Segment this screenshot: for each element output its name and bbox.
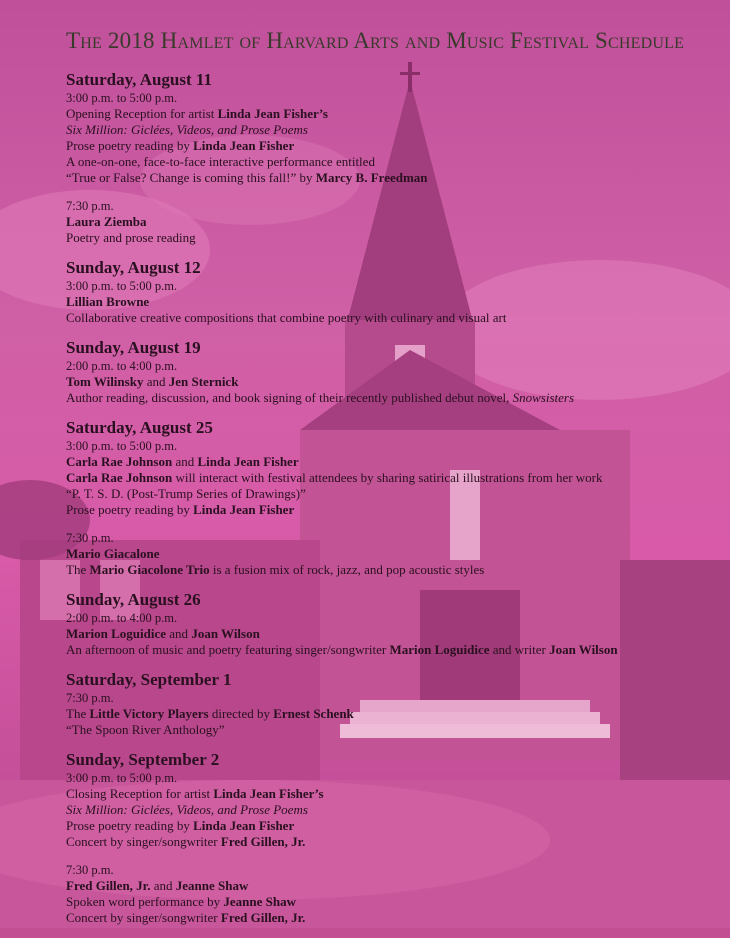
schedule-event: [66, 770, 716, 850]
day-heading: Saturday, August 25: [66, 418, 213, 437]
schedule-day: [66, 418, 716, 578]
event-time: 7:30 p.m.: [66, 531, 114, 545]
performer-name: Mario Giacalone: [66, 546, 160, 561]
performer-name: Joan Wilson: [549, 642, 618, 657]
description-text: and: [143, 374, 169, 389]
schedule-event: [66, 198, 716, 246]
schedule-day: [66, 670, 716, 738]
description-text: “P. T. S. D. (Post-Trump Series of Drawings)”: [66, 486, 306, 501]
performer-name: Lillian Browne: [66, 294, 150, 309]
event-description-line: [66, 502, 716, 518]
performer-name: Fred Gillen, Jr.: [66, 878, 151, 893]
event-description-line: [66, 390, 716, 406]
description-text: will interact with festival attendees by sharing satirical illustrations from her work: [172, 470, 603, 485]
event-description-line: [66, 562, 716, 578]
description-text: Concert by singer/songwriter: [66, 910, 221, 925]
day-heading: Saturday, August 11: [66, 70, 212, 89]
event-time: 2:00 p.m. to 4:00 p.m.: [66, 611, 178, 625]
event-description-line: [66, 230, 716, 246]
description-text: A one-on-one, face-to-face interactive performance entitled: [66, 154, 375, 169]
performer-name: Jeanne Shaw: [223, 894, 297, 909]
performer-name: Linda Jean Fisher: [193, 818, 295, 833]
description-text: Prose poetry reading by: [66, 502, 194, 517]
performer-name: Linda Jean Fisher’s: [213, 786, 324, 801]
performer-name: Carla Rae Johnson: [66, 470, 173, 485]
event-description-line: [66, 834, 716, 850]
day-heading: Saturday, September 1: [66, 670, 232, 689]
schedule-event: [66, 690, 716, 738]
description-text: and: [166, 626, 192, 641]
event-description-line: [66, 894, 716, 910]
schedule-event: [66, 438, 716, 518]
description-text: “True or False? Change is coming this fall!” by: [66, 170, 316, 185]
description-text: An afternoon of music and poetry featuring singer/songwriter: [66, 642, 390, 657]
event-description-line: [66, 294, 716, 310]
event-description-line: [66, 454, 716, 470]
event-description-line: [66, 122, 716, 138]
event-time: 2:00 p.m. to 4:00 p.m.: [66, 359, 178, 373]
page-title: The 2018 Hamlet of Harvard Arts and Music Festival Schedule: [66, 28, 685, 53]
event-description-line: [66, 802, 716, 818]
event-description-line: [66, 546, 716, 562]
event-description-line: [66, 214, 716, 230]
performer-name: Linda Jean Fisher’s: [217, 106, 328, 121]
schedule-day: [66, 70, 716, 246]
event-time: 7:30 p.m.: [66, 199, 114, 213]
performer-name: Mario Giacolone Trio: [89, 562, 210, 577]
event-description-line: [66, 310, 716, 326]
description-text: “The Spoon River Anthology”: [66, 722, 225, 737]
event-description-line: [66, 910, 716, 926]
performer-name: Joan Wilson: [191, 626, 260, 641]
description-text: Author reading, discussion, and book signing of their recently published debut novel,: [66, 390, 513, 405]
event-time: 7:30 p.m.: [66, 863, 114, 877]
description-text: and: [150, 878, 176, 893]
work-title: Six Million: Giclées, Videos, and Prose Poems: [66, 122, 308, 137]
performer-name: Fred Gillen, Jr.: [220, 910, 306, 925]
description-text: Closing Reception for artist: [66, 786, 214, 801]
event-description-line: [66, 374, 716, 390]
event-time: 7:30 p.m.: [66, 691, 114, 705]
performer-name: Little Victory Players: [89, 706, 209, 721]
schedule-day: [66, 338, 716, 406]
description-text: is a fusion mix of rock, jazz, and pop acoustic styles: [209, 562, 485, 577]
performer-name: Linda Jean Fisher: [193, 502, 295, 517]
event-time: 3:00 p.m. to 5:00 p.m.: [66, 91, 178, 105]
day-heading: Sunday, August 12: [66, 258, 201, 277]
schedule-event: [66, 610, 716, 658]
event-description-line: [66, 706, 716, 722]
description-text: Prose poetry reading by: [66, 138, 194, 153]
performer-name: Jeanne Shaw: [175, 878, 249, 893]
event-description-line: [66, 138, 716, 154]
schedule-day: [66, 258, 716, 326]
festival-schedule: [66, 70, 716, 938]
performer-name: Linda Jean Fisher: [197, 454, 299, 469]
description-text: Spoken word performance by: [66, 894, 224, 909]
event-description-line: [66, 878, 716, 894]
description-text: Collaborative creative compositions that combine poetry with culinary and visual art: [66, 310, 507, 325]
description-text: Opening Reception for artist: [66, 106, 218, 121]
event-description-line: [66, 170, 716, 186]
performer-name: Jen Sternick: [168, 374, 239, 389]
performer-name: Ernest Schenk: [273, 706, 354, 721]
schedule-event: [66, 278, 716, 326]
performer-name: Linda Jean Fisher: [193, 138, 295, 153]
event-description-line: [66, 154, 716, 170]
event-description-line: [66, 106, 716, 122]
description-text: Concert by singer/songwriter: [66, 834, 221, 849]
description-text: Prose poetry reading by: [66, 818, 194, 833]
schedule-event: [66, 90, 716, 186]
schedule-event: [66, 862, 716, 926]
schedule-day: [66, 590, 716, 658]
event-description-line: [66, 818, 716, 834]
performer-name: Fred Gillen, Jr.: [220, 834, 306, 849]
performer-name: Carla Rae Johnson: [66, 454, 173, 469]
schedule-event: [66, 358, 716, 406]
event-description-line: [66, 486, 716, 502]
performer-name: Laura Ziemba: [66, 214, 147, 229]
description-text: and writer: [489, 642, 550, 657]
performer-name: Marcy B. Freedman: [315, 170, 428, 185]
event-time: 3:00 p.m. to 5:00 p.m.: [66, 771, 178, 785]
day-heading: Sunday, September 2: [66, 750, 220, 769]
work-title: Snowsisters: [512, 390, 575, 405]
work-title: Six Million: Giclées, Videos, and Prose Poems: [66, 802, 308, 817]
event-description-line: [66, 642, 716, 658]
event-description-line: [66, 626, 716, 642]
schedule-event: [66, 530, 716, 578]
performer-name: Marion Loguidice: [389, 642, 490, 657]
schedule-day: [66, 750, 716, 926]
event-description-line: [66, 722, 716, 738]
event-time: 3:00 p.m. to 5:00 p.m.: [66, 439, 178, 453]
event-description-line: [66, 470, 716, 486]
description-text: directed by: [208, 706, 274, 721]
performer-name: Tom Wilinsky: [66, 374, 144, 389]
day-heading: Sunday, August 19: [66, 338, 201, 357]
description-text: The: [66, 562, 90, 577]
description-text: Poetry and prose reading: [66, 230, 196, 245]
day-heading: Sunday, August 26: [66, 590, 201, 609]
event-time: 3:00 p.m. to 5:00 p.m.: [66, 279, 178, 293]
description-text: The: [66, 706, 90, 721]
performer-name: Marion Loguidice: [66, 626, 167, 641]
event-description-line: [66, 786, 716, 802]
description-text: and: [172, 454, 198, 469]
